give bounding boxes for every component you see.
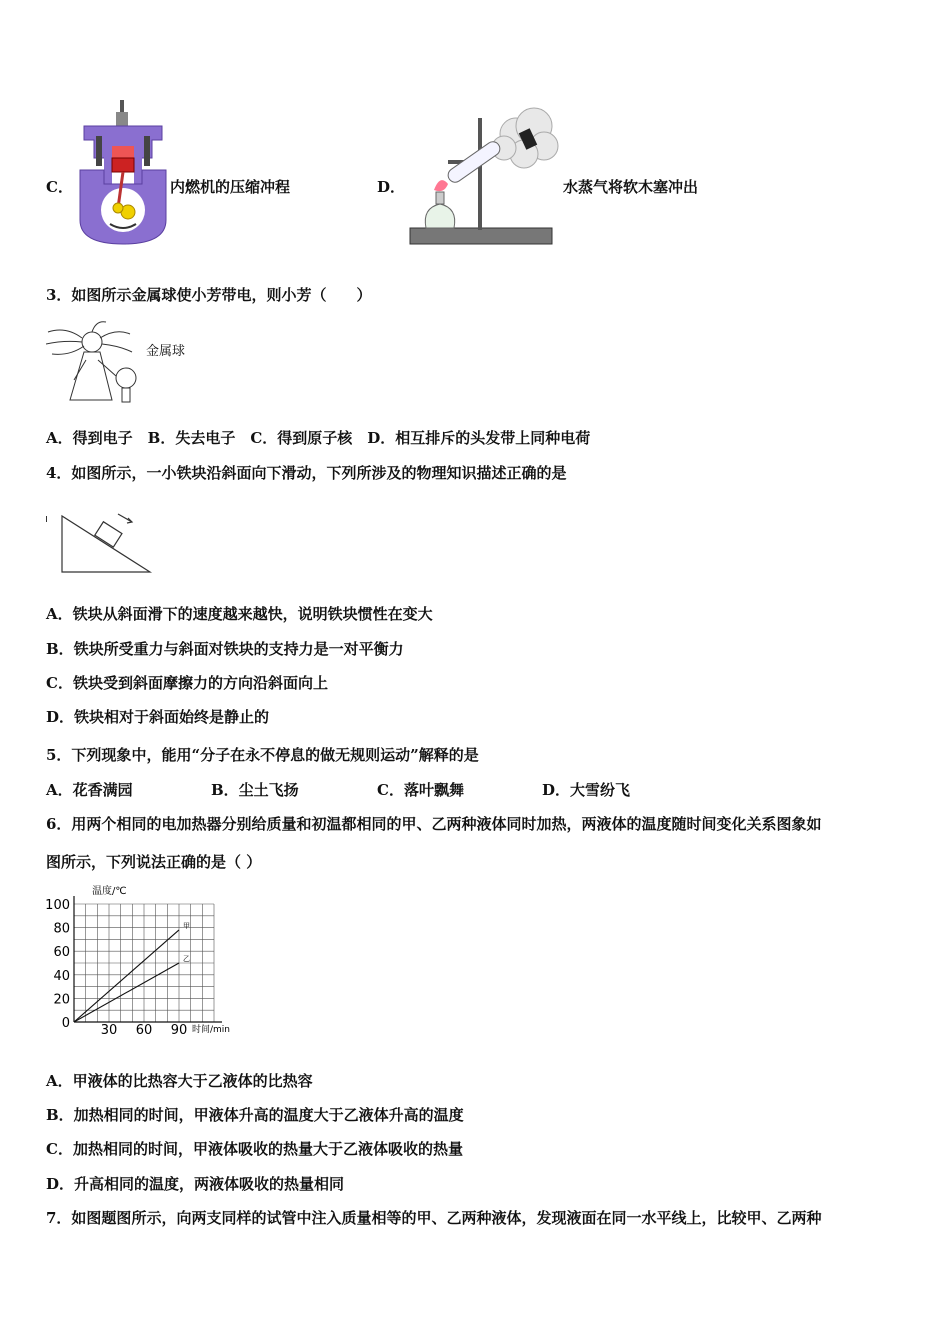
chart-xlabel: 时间/min <box>192 1025 231 1035</box>
temperature-time-chart <box>44 882 244 1038</box>
y-tick-label: 100 <box>45 898 70 913</box>
q5-option-c: C．落叶飘舞 <box>377 781 464 799</box>
engine-compression-figure <box>74 100 172 246</box>
metal-sphere-label: 金属球 <box>146 344 186 359</box>
x-tick-label: 90 <box>170 1023 188 1038</box>
q5-stem: 5．下列现象中，能用“分子在永不停息的做无规则运动”解释的是 <box>46 746 479 764</box>
q6-stem-line2: 图所示，下列说法正确的是（ ） <box>46 853 262 871</box>
y-tick-label: 20 <box>53 992 70 1008</box>
q4-option-b: B．铁块所受重力与斜面对铁块的支持力是一对平衡力 <box>46 640 404 658</box>
series-label: 乙 <box>183 955 190 963</box>
q5-option-d: D．大雪纷飞 <box>542 781 631 799</box>
steam-cork-figure <box>404 100 564 248</box>
y-tick-label: 40 <box>53 968 70 984</box>
q4-option-c: C．铁块受到斜面摩擦力的方向沿斜面向上 <box>46 674 328 692</box>
q6-option-b: B．加热相同的时间，甲液体升高的温度大于乙液体升高的温度 <box>46 1106 464 1124</box>
y-tick-label: 0 <box>61 1016 70 1031</box>
series-line-1 <box>74 930 179 1022</box>
girl-metal-sphere-figure <box>46 320 150 406</box>
q4-option-a: A．铁块从斜面滑下的速度越来越快，说明铁块惯性在变大 <box>46 605 433 623</box>
x-tick-label: 30 <box>100 1023 118 1038</box>
y-tick-label: 60 <box>53 945 70 961</box>
q4-option-d: D．铁块相对于斜面始终是静止的 <box>46 708 270 726</box>
q2-option-c-letter: C． <box>46 178 73 196</box>
incline-block-figure <box>44 506 156 578</box>
q6-option-c: C．加热相同的时间，甲液体吸收的热量大于乙液体吸收的热量 <box>46 1140 463 1158</box>
series-line-2 <box>74 963 179 1022</box>
y-tick-label: 80 <box>53 921 70 937</box>
q5-option-b: B．尘土飞扬 <box>211 781 299 799</box>
q6-option-a: A．甲液体的比热容大于乙液体的比热容 <box>46 1072 313 1090</box>
q7-stem: 7．如图题图所示，向两支同样的试管中注入质量相等的甲、乙两种液体，发现液面在同一水平线上，比较甲、乙两种 <box>46 1209 822 1227</box>
q3-stem: 3．如图所示金属球使小芳带电，则小芳（ ） <box>46 286 372 304</box>
x-tick-label: 60 <box>135 1023 153 1038</box>
q2-option-d-letter: D． <box>377 178 406 196</box>
q5-option-a: A．花香满园 <box>46 781 133 799</box>
q3-options: A．得到电子 B．失去电子 C．得到原子核 D．相互排斥的头发带上同种电荷 <box>46 429 591 447</box>
q2-option-d-text: 水蒸气将软木塞冲出 <box>563 178 699 196</box>
series-label: 甲 <box>183 921 190 930</box>
q4-stem: 4．如图所示，一小铁块沿斜面向下滑动，下列所涉及的物理知识描述正确的是 <box>46 464 567 482</box>
chart-ylabel: 温度/℃ <box>92 886 127 897</box>
q2-option-c-text: 内燃机的压缩冲程 <box>170 178 291 196</box>
q6-option-d: D．升高相同的温度，两液体吸收的热量相同 <box>46 1175 345 1193</box>
q6-stem-line1: 6．用两个相同的电加热器分别给质量和初温都相同的甲、乙两种液体同时加热，两液体的温度随时间变化关系图象如 <box>46 815 822 833</box>
